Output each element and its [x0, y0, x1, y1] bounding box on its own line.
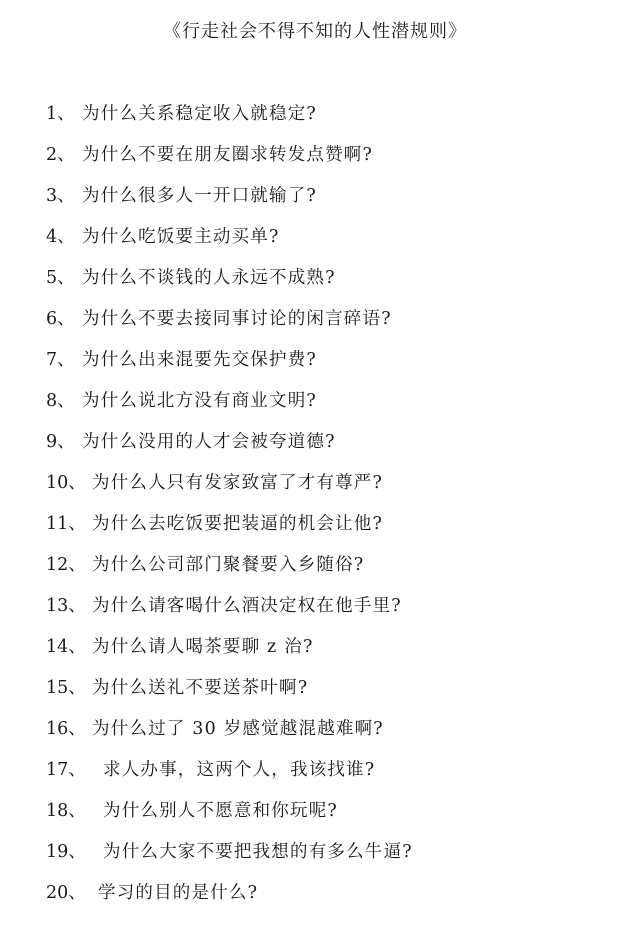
item-text: 为什么吃饭要主动买单?: [82, 227, 280, 247]
list-item: [0, 880, 630, 921]
list-item: [0, 593, 630, 634]
list-item: [0, 634, 630, 675]
list-item: [0, 183, 630, 224]
item-text: 为什么不要去接同事讨论的闲言碎语?: [82, 309, 392, 329]
item-text: 为什么不谈钱的人永远不成熟?: [82, 268, 336, 288]
item-number: 14、: [46, 637, 86, 657]
item-number: 2、: [46, 145, 75, 165]
list-item: [0, 101, 630, 142]
list-item: [0, 306, 630, 347]
item-text: 为什么关系稳定收入就稳定?: [82, 104, 317, 124]
item-number: 8、: [46, 391, 75, 411]
item-number: 10、: [46, 473, 86, 493]
list-item: [0, 798, 630, 839]
item-number: 15、: [46, 678, 86, 698]
item-text: 为什么很多人一开口就输了?: [82, 186, 317, 206]
item-text: 为什么别人不愿意和你玩呢?: [103, 801, 338, 821]
list-item: [0, 388, 630, 429]
document-title: 《行走社会不得不知的人性潜规则》: [163, 21, 467, 42]
item-number: 13、: [46, 596, 86, 616]
item-text: 为什么人只有发家致富了才有尊严?: [92, 473, 384, 493]
item-number: 11、: [46, 514, 86, 534]
item-text: 为什么出来混要先交保护费?: [82, 350, 317, 370]
item-number: 6、: [46, 309, 75, 329]
list-item: [0, 511, 630, 552]
list-item: [0, 470, 630, 511]
item-text: 为什么没用的人才会被夸道德?: [82, 432, 336, 452]
item-number: 20、: [46, 883, 86, 903]
item-text: 为什么送礼不要送茶叶啊?: [92, 678, 309, 698]
item-number: 19、: [46, 842, 86, 862]
item-text: 学习的目的是什么?: [98, 883, 259, 903]
list-item: [0, 265, 630, 306]
item-number: 5、: [46, 268, 75, 288]
item-text: 求人办事，这两个人，我该找谁?: [103, 760, 376, 780]
item-text: 为什么过了 30 岁感觉越混越难啊?: [92, 719, 384, 739]
question-list: [0, 101, 630, 921]
item-number: 18、: [46, 801, 86, 821]
list-item: [0, 347, 630, 388]
item-number: 16、: [46, 719, 86, 739]
list-item: [0, 429, 630, 470]
list-item: [0, 552, 630, 593]
list-item: [0, 839, 630, 880]
item-number: 3、: [46, 186, 75, 206]
item-text: 为什么公司部门聚餐要入乡随俗?: [92, 555, 365, 575]
item-text: 为什么请客喝什么酒决定权在他手里?: [92, 596, 402, 616]
item-number: 17、: [46, 760, 86, 780]
item-text: 为什么大家不要把我想的有多么牛逼?: [103, 842, 413, 862]
item-number: 9、: [46, 432, 75, 452]
item-number: 1、: [46, 104, 75, 124]
list-item: [0, 716, 630, 757]
item-number: 12、: [46, 555, 86, 575]
list-item: [0, 757, 630, 798]
item-number: 7、: [46, 350, 75, 370]
item-text: 为什么请人喝茶要聊 z 治?: [92, 637, 314, 657]
item-text: 为什么不要在朋友圈求转发点赞啊?: [82, 145, 374, 165]
list-item: [0, 142, 630, 183]
list-item: [0, 224, 630, 265]
item-number: 4、: [46, 227, 75, 247]
item-text: 为什么说北方没有商业文明?: [82, 391, 317, 411]
item-text: 为什么去吃饭要把装逼的机会让他?: [92, 514, 384, 534]
list-item: [0, 675, 630, 716]
